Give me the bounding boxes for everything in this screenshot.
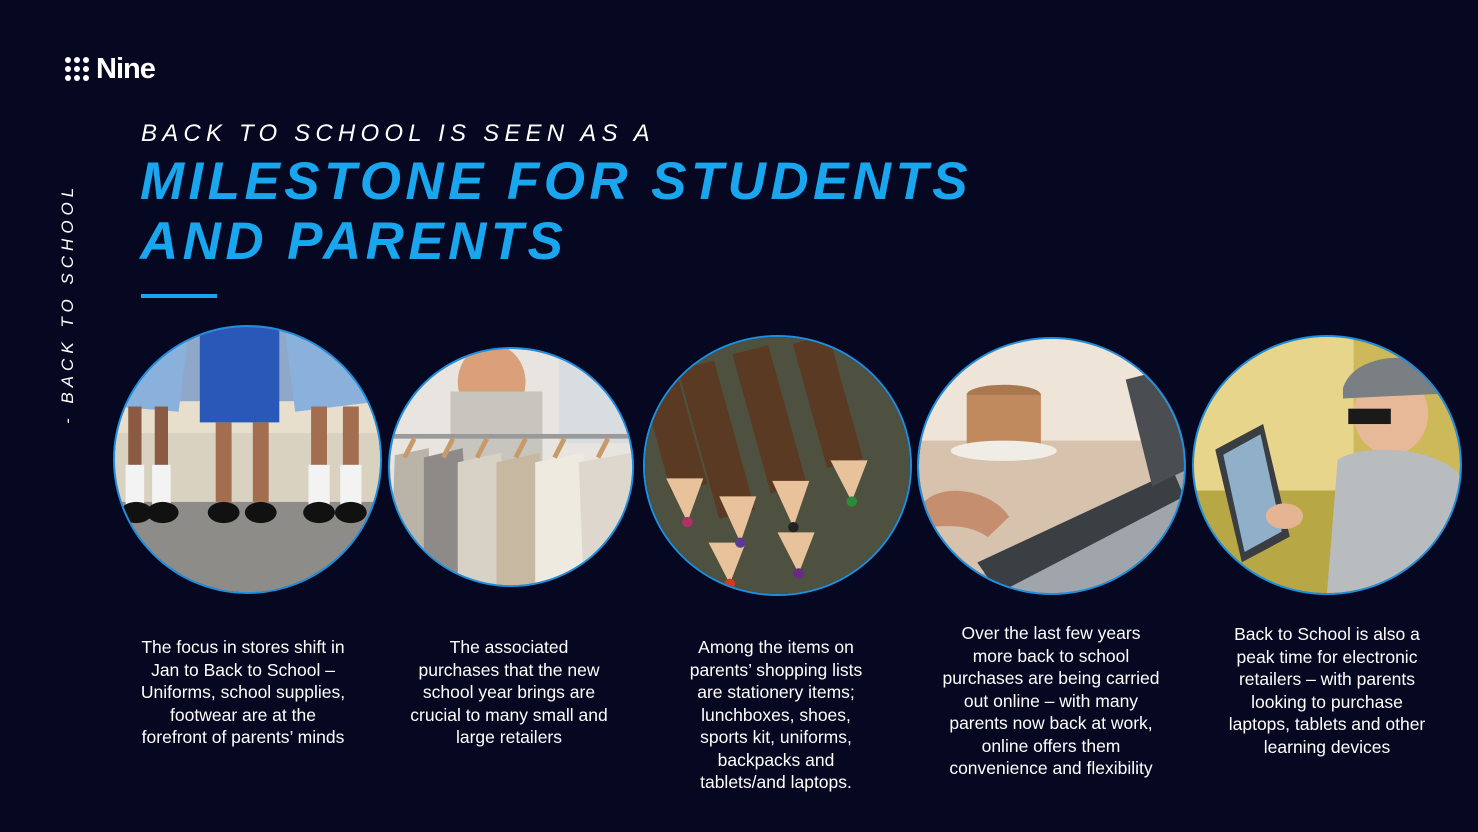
- page-title: MILESTONE FOR STUDENTS AND PARENTS: [140, 152, 972, 271]
- accent-divider: [141, 294, 217, 298]
- nine-dots-icon: [64, 55, 92, 83]
- caption-online: Over the last few years more back to school purchases are being carried out online – with many parents now back at work, online offers them convenience and flexibility: [942, 623, 1160, 778]
- laptop-coffee-photo: [917, 337, 1186, 595]
- caption-electronics: Back to School is also a peak time for electronic retailers – with parents looking to purchase laptops, tablets and other learning devices: [1228, 624, 1426, 757]
- nine-logo: [64, 52, 155, 86]
- clothing-rack-photo: [388, 347, 634, 587]
- colored-pencils-photo: [643, 335, 912, 596]
- section-label: - BACK TO SCHOOL: [58, 182, 77, 424]
- caption-uniforms: The focus in stores shift in Jan to Back to School – Uniforms, school supplies, footwear are at the forefront of parents’ minds: [140, 637, 346, 747]
- logo-wordmark: Nine: [96, 52, 155, 85]
- kicker-heading: BACK TO SCHOOL IS SEEN AS A: [141, 120, 655, 147]
- school-uniforms-photo: [113, 325, 382, 594]
- caption-shopping-lists: Among the items on parents’ shopping lists are stationery items; lunchboxes, shoes, sports kit, uniforms, backpacks and tablets/and laptops.: [689, 637, 863, 792]
- caption-retailers: The associated purchases that the new school year brings are crucial to many small and large retailers: [410, 637, 608, 747]
- child-tablet-photo: [1192, 335, 1462, 595]
